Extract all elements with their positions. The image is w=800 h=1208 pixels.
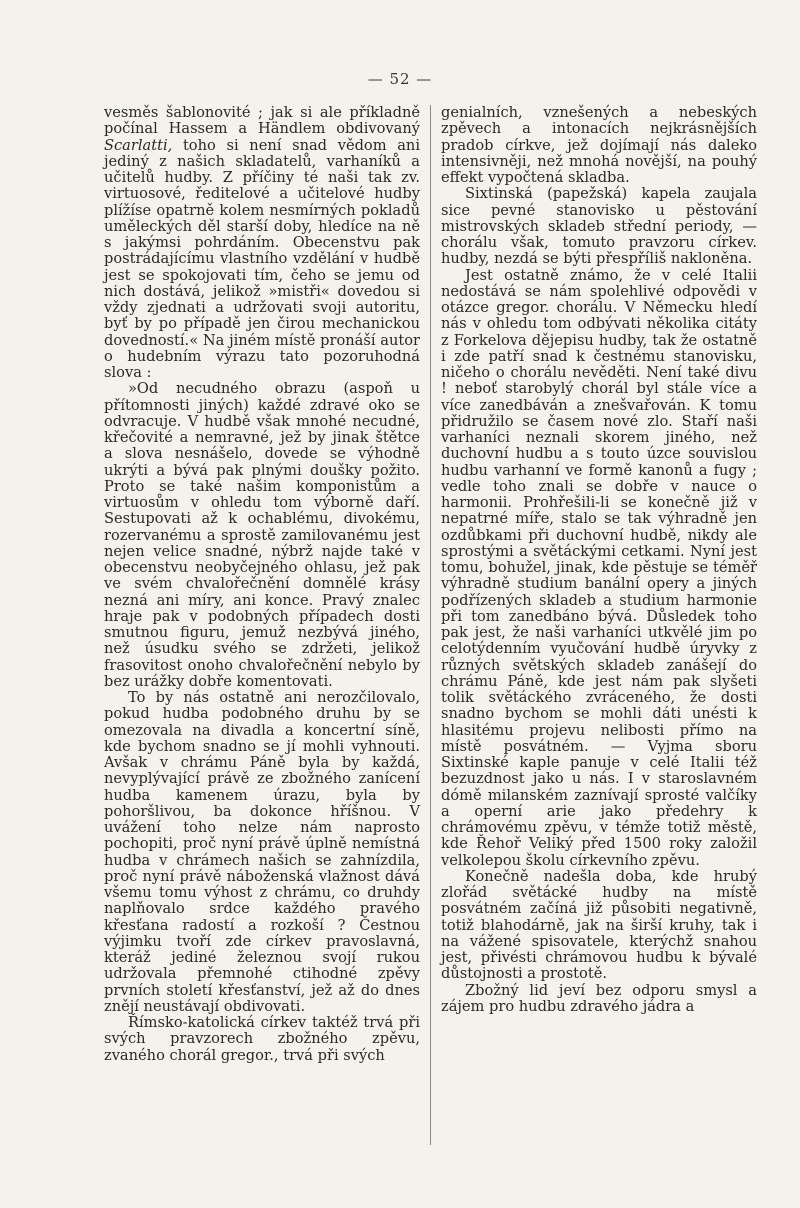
text-run: toho si není snad vědom ani jediný z našich skladatelů, varhaníků a učitelů hudby. Z příčiny té naši tak zv. virtuosové, ředitelové a učitelové hudby plížíse opatrně kolem nesmírných pokladů uměleckých děl starší doby, hledíce na ně s jakýmsi pohrdáním. Obecenstvu pak postrádajícímu vlastního vzdělání v hudbě jest se spokojovati tím, čeho se jemu od nich dostává, jelikož »mistři« dovedou si vždy zjednati a udržovati svoji autoritu, byť by po případě jen čirou mechanickou dovedností.« Na jiném místě pronáší autor o hudebním výrazu tato pozoruhodná slova : [104,136,420,381]
paragraph: Římsko-katolická církev taktéž trvá při svých pravzorech zbožného zpěvu, zvaného chorál gregor., trvá při svých [104,1014,420,1064]
page-number: — 52 — [367,70,433,88]
right-column [441,105,757,1015]
italic-name: Scarlatti, [104,136,173,154]
paragraph: »Od necudného obrazu (aspoň u přítomnosti jiných) každé zdravé oko se odvracuje. V hudbě však mnohé necudné, křečovité a nemravné, jež by jinak štětce a slova nesnášelo, dovede se výhodně ukrýti a bývá pak plnými doušky požito. Proto se také našim komponistům a virtuosům v ohledu tom výborně daří. Sestupovati až k ochablému, divokému, rozervanému a sprostě zamilovanému jest nejen velice snadné, nýbrž najde také v obecenstvu neobyčejného ohlasu, jež pak ve svém chvalořečnění domnělé krásy nezná ani míry, ani konce. Pravý znalec hraje pak v podobných případech dosti smutnou figuru, jemuž nezbývá jiného, než úsudku svého se zdržeti, jelikož frasovitost onoho chvalořečnění nebylo by bez urážky dobře komentovati. [104,380,420,690]
text-run: vesměs šablonovité ; jak si ale příkladně počínal Hassem a Händlem obdivovaný [104,104,420,138]
paragraph: To by nás ostatně ani nerozčilovalo, pokud hudba podobného druhu by se omezovala na divadla a koncertní síně, kde bychom snadno se jí mohli vyhnouti. Avšak v chrámu Páně byla by každá, nevyplývající právě ze zbožného zanícení hudba kamenem úrazu, byla by pohoršlivou, ba dokonce hříšnou. V uvážení toho nelze nám naprosto pochopiti, proč nyní právě úplně nemístná hudba v chrámech našich se zahnízdila, proč nyní právě náboženská vlažnost dává všemu tomu výhost z chrámu, co druhdy naplňovalo srdce každého pravého křesťana radostí a rozkoší ? Čestnou výjimku tvoří zde církev pravoslavná, kteráž jediné železnou svojí rukou udržovala přemnohé ctihodné zpěvy prvních století křesťanství, jež až do dnes znějí neustávají obdivovati. [104,689,420,1015]
paragraph: Jest ostatně známo, že v celé Italii nedostává se nám spolehlivé odpovědi v otázce gregor. chorálu. V Německu hledí nás v ohledu tom odbývati několika citáty z Forkelova dějepisu hudby, tak že ostatně i zde patří snad k čestnému stanovisku, ničeho o chorálu nevěděti. Není také divu ! neboť starobylý chorál byl stále více a více zanedbáván a znešvařován. K tomu přidružilo se časem nové zlo. Staří naši varhaníci neznali skorem jiného, než duchovní hudbu a s touto úzce souvislou hudbu varhanní ve formě kanonů a fugy ; vedle toho znali se dobře v nauce o harmonii. Prohřešili-li se konečně již v nepatrné míře, stalo se tak výhradně jen ozdůbkami při duchovní hudbě, nikdy ale sprostými a světáckými cetkami. Nyní jest tomu, bohužel, jinak, kde pěstuje se téměř výhradně studium banální opery a jiných podřízených skladeb a studium harmonie při tom zanedbáno bývá. Důsledek toho pak jest, že naši varhaníci utkvělé jim po celotýdenním vyučování hudbě úryvky z různých světských skladeb zanášejí do chrámu Páně, kde jest nám pak slyšeti tolik světáckého zvráceného, že dosti snadno bychom se mohli dáti unésti k hlasitému projevu nelibosti přímo na místě posvátném. — Vyjma sboru Sixtinské kaple panuje v celé Italii též bezuzdnost jako u nás. I v staroslavném dómě milanském zaznívají sprosté valčíky a operní arie jako předehry k chrámovému zpěvu, v témže totiž městě, kde Řehoř Veliký před 1500 roky založil velkolepou školu církevního zpěvu. [441,266,757,869]
paragraph: genialních, vznešených a nebeských zpěvech a intonacích nejkrásnějších pradob církve, jež dojímají nás daleko intensivněji, než mnohá novější, na pouhý effekt vypočtená skladba. [441,104,757,186]
left-column [104,105,420,1064]
paragraph: Sixtinská (papežská) kapela zaujala sice pevné stanovisko u pěstování mistrovských skladeb střední periody, — chorálu však, tomuto pravzoru církev. hudby, nezdá se býti přespříliš nakloněna. [441,185,757,268]
column-divider [430,105,431,1145]
paragraph [104,105,420,381]
paragraph: Zbožný lid jeví bez odporu smysl a zájem pro hudbu zdravého jádra a [441,981,757,1015]
paragraph: Konečně nadešla doba, kde hrubý zlořád světácké hudby na místě posvátném začíná již působiti negativně, totiž blahodárně, jak na širší kruhy, tak i na vážené spisovatele, kterýchž snahou jest, přivésti chrámovou hudbu k bývalé důstojnosti a prostotě. [441,867,757,983]
